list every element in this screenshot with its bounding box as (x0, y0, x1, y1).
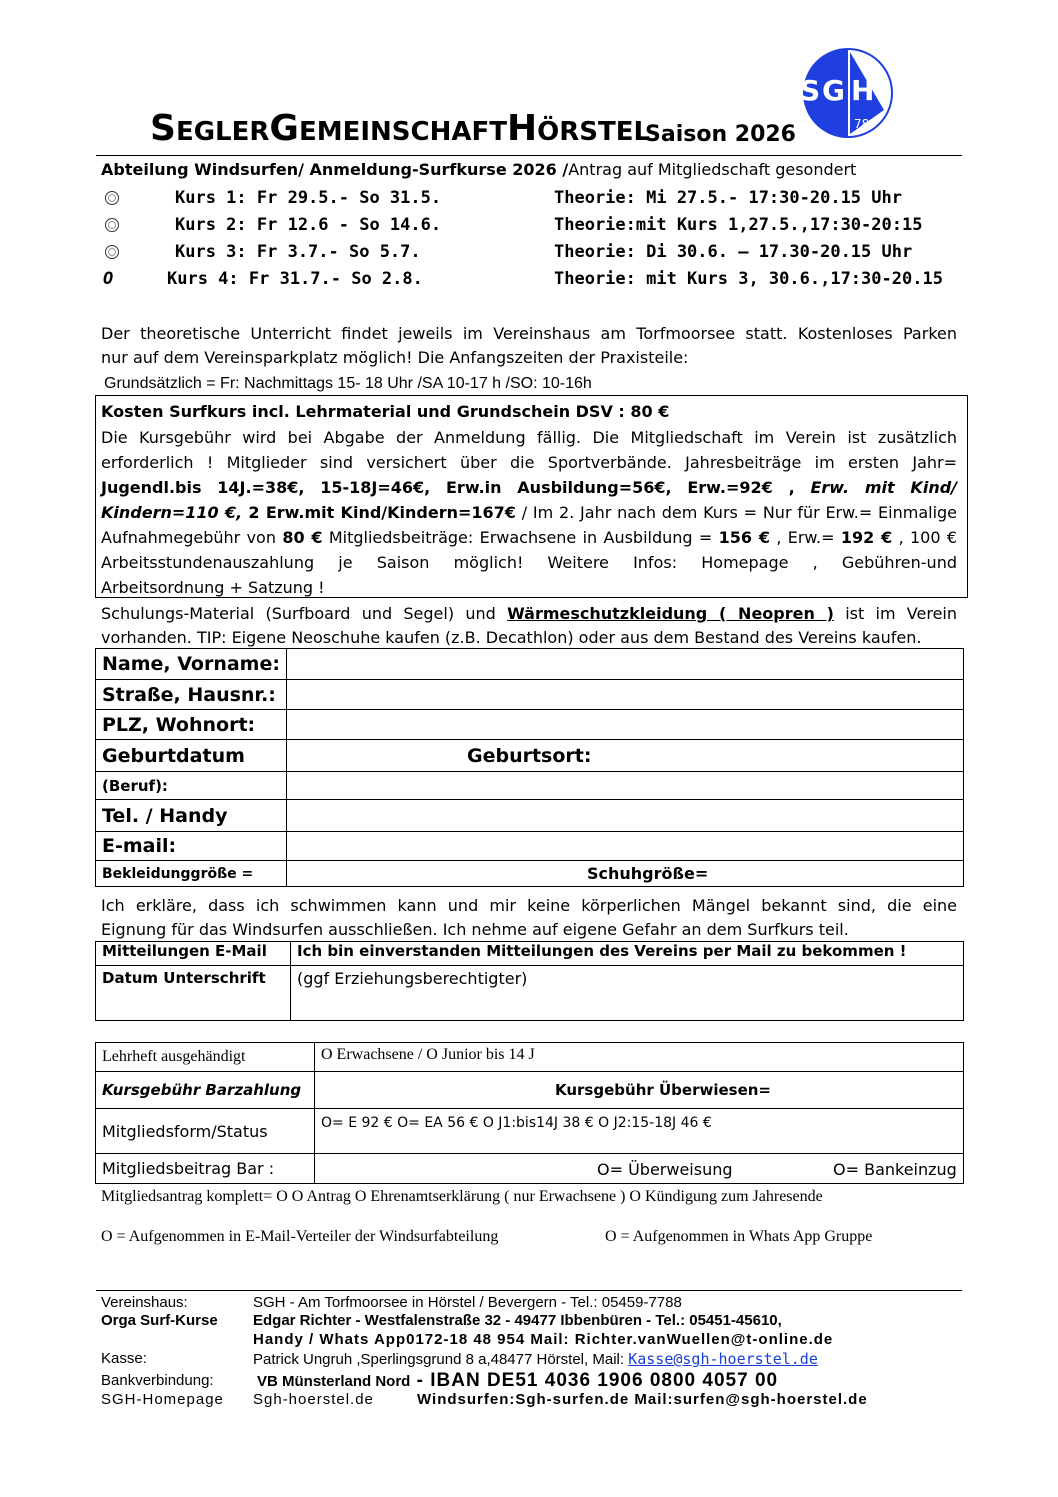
form-row-name (96, 649, 964, 680)
footer-divider (96, 1290, 962, 1291)
mail-consent-label: Mitteilungen E-Mail (96, 942, 291, 966)
name-field[interactable] (287, 649, 964, 680)
header-divider (96, 155, 962, 156)
house-label: Vereinshaus: (101, 1294, 188, 1311)
page-title: SEGLERGEMEINSCHAFTHÖRSTEL (150, 108, 651, 149)
bank-value: VB Münsterland Nord - IBAN DE51 4036 1906 0800 4057 00 (257, 1370, 779, 1391)
whatsapp-option[interactable]: O = Aufgenommen in Whats App Gruppe (605, 1228, 873, 1245)
transfer-label[interactable]: Kursgebühr Überwiesen= (315, 1072, 964, 1109)
logo-letter-h: H (851, 74, 875, 107)
cash-label: Kursgebühr Barzahlung (96, 1072, 315, 1109)
material-line-2: vorhanden. TIP: Eigene Neoschuhe kaufen (z.B. Decathlon) oder aus dem Bestand des Vereins kaufen. (101, 628, 922, 647)
phone-field[interactable] (287, 800, 964, 832)
logo-year-right: 78 (854, 117, 870, 131)
signature-hint: (ggf Erziehungsberechtigter) (297, 969, 528, 988)
office-use-table (95, 1042, 964, 1184)
intro-line-1: Der theoretische Unterricht findet jeweils im Vereinshaus am Torfmoorsee statt. Kostenloses Parken (101, 324, 957, 343)
homepage-value[interactable]: Sgh-hoerstel.de (253, 1391, 374, 1408)
orga-label: Orga Surf-Kurse (101, 1312, 218, 1329)
sizes-field[interactable] (287, 861, 964, 887)
surf-contact[interactable]: Windsurfen:Sgh-surfen.de Mail:surfen@sgh-hoerstel.de (417, 1391, 868, 1408)
signature-field[interactable] (291, 966, 964, 1021)
form-row-email (96, 832, 964, 861)
mail-list-option[interactable]: O = Aufgenommen in E-Mail-Verteiler der Windsurfabteilung (101, 1228, 499, 1245)
job-label: (Beruf): (96, 772, 287, 800)
form-row-phone (96, 800, 964, 832)
course-1-radio[interactable] (105, 191, 119, 205)
logo-year-left: 19 (828, 117, 844, 131)
office-row-fee (96, 1154, 964, 1184)
declaration-line-1: Ich erkläre, dass ich schwimmen kann und mir keine körperlichen Mängel bekannt sind, die eine (101, 896, 957, 915)
status-label: Mitgliedsform/Status (96, 1109, 315, 1154)
declaration-line-2: Eignung für das Windsurfen ausschließen. Ich nehme auf eigene Gefahr an dem Surfkurs teil. (101, 920, 849, 939)
signature-label: Datum Unterschrift (96, 966, 291, 1021)
course-1-dates: Kurs 1: Fr 29.5.- So 31.5. (175, 188, 442, 208)
form-row-job (96, 772, 964, 800)
course-4-marker[interactable]: O (103, 269, 114, 289)
department-line: Abteilung Windsurfen/ Anmeldung-Surfkurse 2026 /Antrag auf Mitgliedschaft gesondert (101, 160, 857, 179)
cost-line-7: Arbeitsordnung + Satzung ! (101, 578, 325, 597)
course-2-dates: Kurs 2: Fr 12.6 - So 14.6. (175, 215, 442, 235)
house-value: SGH - Am Torfmoorsee in Hörstel / Bevergern - Tel.: 05459-7788 (253, 1294, 682, 1311)
clothing-label: Bekleidunggröße = (96, 861, 287, 887)
form-row-sizes (96, 861, 964, 887)
season-label: Saison 2026 (645, 122, 796, 147)
cost-line-5: Aufnahmegebühr von 80 € Mitgliedsbeiträge: Erwachsene in Ausbildung = 156 € , Erw.= 192 € , 100 € (101, 528, 958, 547)
course-3-radio[interactable] (105, 245, 119, 259)
fee-debit-option[interactable]: O= Bankeinzug (833, 1160, 957, 1179)
fee-transfer-option[interactable]: O= Überweisung (597, 1160, 733, 1179)
cash-register-value: Patrick Ungruh ,Sperlingsgrund 8 a,48477 Hörstel, Mail: Kasse@sgh-hoerstel.de (253, 1350, 818, 1368)
office-row-booklet (96, 1043, 964, 1072)
signature-row (96, 966, 964, 1021)
course-3-theory: Theorie: Di 30.6. – 17.30-20.15 Uhr (554, 242, 913, 262)
bank-label: Bankverbindung: (101, 1372, 214, 1389)
job-field[interactable] (287, 772, 964, 800)
intro-line-2: nur auf dem Vereinsparkplatz möglich! Die Anfangszeiten der Praxisteile: (101, 348, 689, 367)
course-3-dates: Kurs 3: Fr 3.7.- So 5.7. (175, 242, 421, 262)
course-4-theory: Theorie: mit Kurs 3, 30.6.,17:30-20.15 (554, 269, 943, 289)
cost-line-3: Jugendl.bis 14J.=38€, 15-18J=46€, Erw.in Ausbildung=56€, Erw.=92€ , Erw. mit Kind/ (101, 478, 958, 497)
city-label: PLZ, Wohnort: (96, 710, 287, 740)
office-row-status (96, 1109, 964, 1154)
name-label: Name, Vorname: (96, 649, 287, 680)
booklet-options[interactable]: O Erwachsene / O Junior bis 14 J (315, 1043, 964, 1072)
email-label: E-mail: (96, 832, 287, 861)
city-field[interactable] (287, 710, 964, 740)
status-options[interactable]: O= E 92 € O= EA 56 € O J1:bis14J 38 € O J2:15-18J 46 € (315, 1109, 964, 1154)
office-row-cash (96, 1072, 964, 1109)
cost-line-1: Die Kursgebühr wird bei Abgabe der Anmeldung fällig. Die Mitgliedschaft im Verein ist zusätzlich (101, 428, 957, 447)
shoe-label: Schuhgröße= (587, 864, 709, 883)
orga-value-2: Handy / Whats App0172-18 48 954 Mail: Richter.vanWuellen@t-online.de (253, 1331, 834, 1348)
street-label: Straße, Hausnr.: (96, 680, 287, 710)
logo-letter-s: S (800, 74, 821, 107)
consent-table (95, 941, 964, 1021)
email-field[interactable] (287, 832, 964, 861)
sgh-logo (792, 48, 904, 138)
course-2-theory: Theorie:mit Kurs 1,27.5.,17:30-20:15 (554, 215, 923, 235)
intro-line-3: Grundsätzlich = Fr: Nachmittags 15- 18 Uhr /SA 10-17 h /SO: 10-16h (104, 375, 592, 392)
form-row-city (96, 710, 964, 740)
orga-value-1: Edgar Richter - Westfalenstraße 32 - 49477 Ibbenbüren - Tel.: 05451-45610, (253, 1312, 782, 1329)
course-1-theory: Theorie: Mi 27.5.- 17:30-20.15 Uhr (554, 188, 902, 208)
booklet-label: Lehrheft ausgehändigt (96, 1043, 315, 1072)
mail-consent-text[interactable]: Ich bin einverstanden Mitteilungen des Vereins per Mail zu bekommen ! (291, 942, 964, 966)
birthdate-label: Geburtdatum (96, 740, 287, 772)
cash-register-label: Kasse: (101, 1350, 147, 1367)
cost-heading: Kosten Surfkurs incl. Lehrmaterial und Grundschein DSV : 80 € (101, 402, 670, 421)
course-2-radio[interactable] (105, 218, 119, 232)
material-line-1: Schulungs-Material (Surfboard und Segel) und Wärmeschutzkleidung ( Neopren ) ist im Verein (101, 604, 958, 623)
cost-line-4: Kindern=110 €, 2 Erw.mit Kind/Kindern=167€ / Im 2. Jahr nach dem Kurs = Nur für Erw.= Einmalige (101, 503, 958, 522)
cost-line-2: erforderlich ! Mitglieder sind versichert über die Sportverbände. Jahresbeiträge im ersten Jahr= (101, 453, 957, 472)
fee-options[interactable] (315, 1154, 964, 1184)
registration-form (95, 648, 964, 887)
form-row-street (96, 680, 964, 710)
form-row-birth (96, 740, 964, 772)
consent-row (96, 942, 964, 966)
fee-label: Mitgliedsbeitrag Bar : (96, 1154, 315, 1184)
cost-line-6: Arbeitsstundenauszahlung je Saison möglich! Weitere Infos: Homepage , Gebühren-und (101, 553, 957, 572)
logo-letter-g: G (822, 74, 845, 107)
phone-label: Tel. / Handy (96, 800, 287, 832)
cash-mail-link[interactable]: Kasse@sgh-hoerstel.de (628, 1350, 818, 1368)
course-4-dates: Kurs 4: Fr 31.7.- So 2.8. (167, 269, 423, 289)
birthplace-label: Geburtsort: (467, 744, 592, 767)
street-field[interactable] (287, 680, 964, 710)
homepage-label: SGH-Homepage (101, 1391, 224, 1408)
application-complete-line[interactable]: Mitgliedsantrag komplett= O O Antrag O Ehrenamtserklärung ( nur Erwachsene ) O Kündigung zum Jahresende (101, 1188, 823, 1205)
birth-field[interactable] (287, 740, 964, 772)
